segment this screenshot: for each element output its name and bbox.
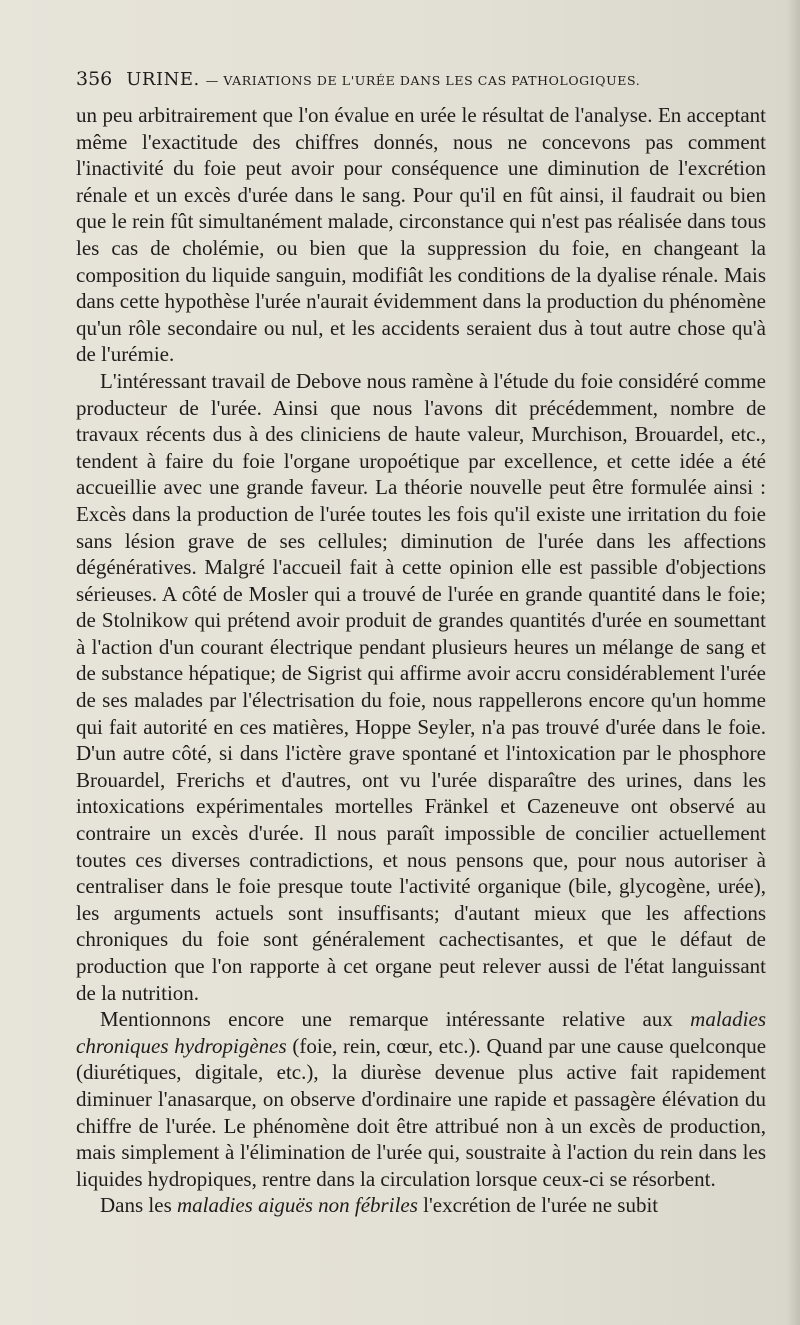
italic-term: maladies aiguës non fébriles	[177, 1193, 418, 1218]
text-segment: un peu arbitrairement que l'on évalue en urée le résultat de l'analyse. En acceptant même l'exactitude des chiffres donnés, nous ne concevons pas comment l'inactivité du foie peut avoir pour conséquence une diminution de l'excrétion rénale et un excès d'urée dans le sang. Pour qu'il en fût ainsi, il faudrait ou bien que le rein fût simultanément malade, circonstance qui n'est pas réalisée dans tous les cas de cholémie, ou bien que la suppression du foie, en changeant la composition du liquide sanguin, modifiât les conditions de la dyalise rénale. Mais dans cette hypothèse l'urée n'aurait évidemment dans la production du phénomène qu'un rôle secondaire ou nul, et les accidents seraient dus à tout autre chose qu'à de l'urémie.	[76, 103, 766, 367]
italic-term: maladies chroniques hydropigènes	[76, 1007, 766, 1058]
body-text	[76, 102, 766, 1219]
running-title: URINE.	[126, 69, 200, 90]
paragraph	[76, 1006, 766, 1192]
text-segment: (foie, rein, cœur, etc.). Quand par une cause quelconque (diurétiques, digitale, etc.), la diurèse devenue plus active fait rapidement diminuer l'anasarque, on observe d'ordinaire une rapide et passagère élévation du chiffre de l'urée. Le phénomène doit être attribué non à un excès de production, mais simplement à l'élimination de l'urée qui, soustraite à l'action du rein dans les liquides hydropiques, rentre dans la circulation lorsque ceux-ci se résorbent.	[76, 1033, 767, 1191]
page-number: 356	[76, 68, 113, 90]
running-header	[76, 68, 766, 98]
text-segment: Mentionnons encore une remarque intéressante relative aux	[100, 1007, 691, 1032]
text-segment: L'intéressant travail de Debove nous ramène à l'étude du foie considéré comme producteur de l'urée. Ainsi que nous l'avons dit précédemment, nombre de travaux récents dus à des cliniciens de haute valeur, Murchison, Brouardel, etc., tendent à faire du foie l'organe uropoétique par excellence, et cette idée a été accueillie avec une grande faveur. La théorie nouvelle peut être formulée ainsi : Excès dans la production de l'urée toutes les fois qu'il existe une irritation du foie sans lésion grave de ses cellules; diminution de l'urée dans les affections dégénératives. Malgré l'accueil fait à cette opinion elle est passible d'objections sérieuses. A côté de Mosler qui a trouvé de l'urée en grande quantité dans le foie; de Stolnikow qui prétend avoir produit de grandes quantités d'urée en soumettant à l'action d'un courant électrique pendant plusieurs heures un mélange de sang et de substance hépatique; de Sigrist qui affirme avoir accru considérablement l'urée de ses malades par l'électrisation du foie, nous rappellerons encore qu'un homme qui fait autorité en ces matières, Hoppe Seyler, n'a pas trouvé d'urée dans le foie. D'un autre côté, si dans l'ictère grave spontané et l'intoxication par le phosphore Brouardel, Frerichs et d'autres, ont vu l'urée disparaître des urines, dans les intoxications expérimentales mortelles Fränkel et Cazeneuve ont observé au contraire un excès d'urée. Il nous paraît impossible de concilier actuellement toutes ces diverses contradictions, et nous pensons que, pour nous autoriser à centraliser dans le foie presque toute l'activité organique (bile, glycogène, urée), les arguments actuels sont insuffisants; d'autant mieux que les affections chroniques du foie sont généralement cachectisantes, et que le défaut de production que l'on rapporte à cet organe peut relever aussi de l'état languissant de la nutrition.	[76, 368, 766, 1005]
paragraph	[76, 368, 766, 1006]
paragraph	[76, 1192, 766, 1219]
page-edge-shadow	[786, 0, 800, 1325]
text-segment: l'excrétion de l'urée ne subit	[417, 1193, 659, 1218]
running-subtitle: — VARIATIONS DE L'URÉE DANS LES CAS PATHOLOGIQUES.	[205, 73, 641, 88]
paragraph	[76, 102, 766, 368]
text-segment: Dans les	[100, 1193, 177, 1218]
